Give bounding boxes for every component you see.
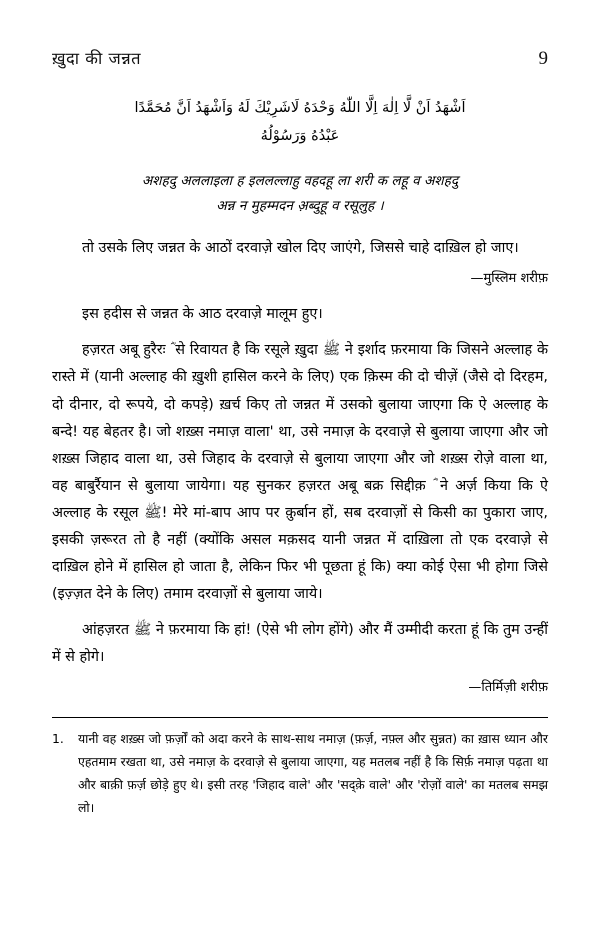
book-title: ख़ुदा की जन्नत [52, 49, 142, 68]
arabic-line-2: عَبْدُهُ وَرَسُوْلُهُ [260, 128, 340, 145]
paragraph-3: हज़रत अबू हुरैरः ؓ से रिवायत है कि रसूले ख़ुदा ﷺ ने इर्शाद फ़रमाया कि जिसने अल्लाह के रास्ते में (यानी अल्लाह की ख़ुशी हासिल करने के लिए) एक क़िस्म की दो चीज़ें (जैसे दो दिरहम, दो दीनार, दो रूपये, दो कपड़े) ख़र्च किए तो जन्नत में उसको बुलाया जाएगा कि ऐ अल्लाह के बन्दे! यह बेहतर है। जो शख़्स नमाज़ वाला' था, उसे नमाज़ के दरवाज़े से बुलाया जाएगा और जो शख़्स जिहाद वाला था, उसे जिहाद के दरवाज़े से बुलाया जाएगा और जो शख़्स रोज़े वाला था, वह बाबुर्रैयान से बुलाया जायेगा। यह सुनकर हज़रत अबू बक्र सिद्दीक़ ؓ ने अर्ज़ किया कि ऐ अल्लाह के रसूल ﷺ! मेरे मां-बाप आप पर क़ुर्बान हों, सब दरवाज़ों से किसी का पुकारा जाए, इसकी ज़रूरत तो है नहीं (क्योंकि असल मक़सद यानी जन्नत में दाख़िला तो एक दरवाज़े से दाख़िल होने में हासिल हो जाता है, लेकिन फिर भी पूछता हूं कि) क्या कोई ऐसा भी होगा जिसे (इज़्ज़त देने के लिए) तमाम दरवाज़ों से बुलाया जाये। [52, 342, 548, 603]
arabic-quotation [52, 94, 548, 151]
page-header [52, 46, 548, 70]
transliteration-line-2: अन्न न मुहम्मदन अ़ब्दुहू व रसूलुह । [216, 197, 384, 214]
footnote-body [78, 728, 548, 820]
paragraph-4: आंहज़रत ﷺ ने फ़रमाया कि हां! (ऐसे भी लोग होंगे) और मैं उम्मीदी करता हूं कि तुम उन्हीं में से होगे। [52, 622, 548, 666]
attribution-tirmizi-sharif: —तिर्मिज़ी शरीफ़ [468, 680, 548, 696]
transliteration-line-1: अशहदु अललाइला ह इललल्लाहु वहदहू ला शरी क लहू व अशहदु [141, 172, 459, 189]
body-text [52, 235, 548, 701]
arabic-line-1: اَشْهَدُ اَنْ لَّا اِلٰهَ اِلَّا اللّٰهُ وَحْدَهُ لَاشَرِيْكَ لَهُ وَاَشْهَدُ اَنَّ مُحَمَّدًا [134, 100, 466, 116]
footnote-text: यानी वह शख़्स जो फ़र्ज़ों को अदा करने के साथ-साथ नमाज़ (फ़र्ज़, नफ़्ल और सुन्नत) का ख़ास ध्यान और एहतमाम रखता था, उसे नमाज़ के दरवाज़े से बुलाया जाएगा, यह मतलब नहीं है कि सिर्फ़ नमाज़ पढ़ता था और बाक़ी फ़र्ज़ छोड़े हुए थे। इसी तरह 'जिहाद वाले' और 'सद्क़े वाले' और 'रोज़ों वाले' का मतलब समझ लो। [78, 730, 548, 815]
footnote [52, 728, 548, 820]
footnote-divider [52, 717, 548, 718]
page-number: 9 [538, 48, 548, 69]
paragraph-2: इस हदीस से जन्नत के आठ दरवाज़े मालूम हुए। [82, 306, 323, 323]
paragraph-1: तो उसके लिए जन्नत के आठों दरवाज़े खोल दिए जाएंगे, जिससे चाहे दाख़िल हो जाए। [82, 239, 519, 256]
footnote-number: 1. [52, 730, 64, 746]
transliteration-block [86, 169, 514, 219]
attribution-muslim-sharif: —मुस्लिम शरीफ़ [470, 270, 548, 286]
